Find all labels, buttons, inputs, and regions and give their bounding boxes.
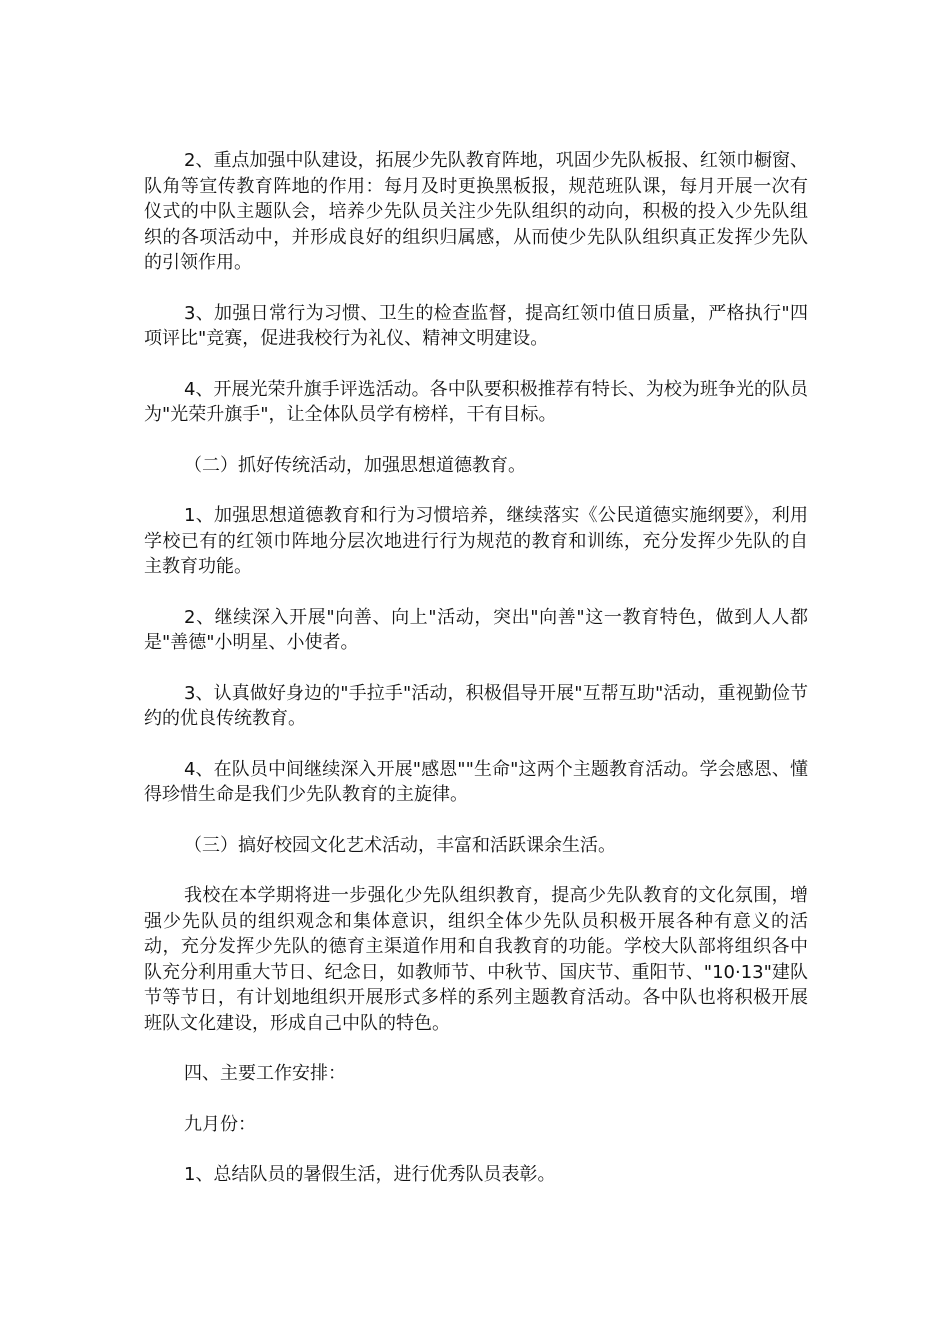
section-heading-work-arrangement: 四、主要工作安排： [184,1063,346,1084]
paragraph-squadron-building: 2、重点加强中队建设，拓展少先队教育阵地，巩固少先队板报、红领巾橱窗、队角等宣传教育阵地的作用：每月及时更换黑板报，规范班队课，每月开展一次有仪式的中队主题队会，培养少先队员关注少先队组织的动向，积极的投入少先队组织的各项活动中，并形成良好的组织归属感，从而使少先队队组织真正发挥少先队的引领作用。 [144,150,808,273]
paragraph-moral-education: 1、加强思想道德教育和行为习惯培养，继续落实《公民道德实施纲要》，利用学校已有的红领巾阵地分层次地进行行为规范的教育和训练，充分发挥少先队的自主教育功能。 [144,505,808,577]
document-body [144,148,808,1188]
paragraph-summer-summary: 1、总结队员的暑假生活，进行优秀队员表彰。 [184,1164,556,1185]
paragraph-kindness-activity: 2、继续深入开展"向善、向上"活动，突出"向善"这一教育特色，做到人人都是"善德"小明星、小使者。 [144,606,808,653]
paragraph-hand-in-hand: 3、认真做好身边的"手拉手"活动，积极倡导开展"互帮互助"活动，重视勤俭节约的优良传统教育。 [144,682,808,729]
section-heading-traditional-activities: （二）抓好传统活动，加强思想道德教育。 [184,454,526,476]
paragraph-flag-raiser: 4、开展光荣升旗手评选活动。各中队要积极推荐有特长、为校为班争光的队员为"光荣升旗手"，让全体队员学有榜样，干有目标。 [144,378,808,425]
paragraph-daily-habits: 3、加强日常行为习惯、卫生的检查监督，提高红领巾值日质量，严格执行"四项评比"竞赛，促进我校行为礼仪、精神文明建设。 [144,302,808,349]
paragraph-school-culture: 我校在本学期将进一步强化少先队组织教育，提高少先队教育的文化氛围，增强少先队员的组织观念和集体意识，组织全体少先队员积极开展各种有意义的活动，充分发挥少先队的德育主渠道作用和自我教育的功能。学校大队部将组织各中队充分利用重大节日、纪念日，如教师节、中秋节、国庆节、重阳节、"10·13"建队节等节日，有计划地组织开展形式多样的系列主题教育活动。各中队也将积极开展班队文化建设，形成自己中队的特色。 [144,885,808,1034]
month-heading-september: 九月份： [184,1113,256,1135]
paragraph-gratitude-life: 4、在队员中间继续深入开展"感恩""生命"这两个主题教育活动。学会感恩、懂得珍惜生命是我们少先队教育的主旋律。 [144,758,808,805]
section-heading-culture-arts: （三）搞好校园文化艺术活动，丰富和活跃课余生活。 [184,834,616,856]
